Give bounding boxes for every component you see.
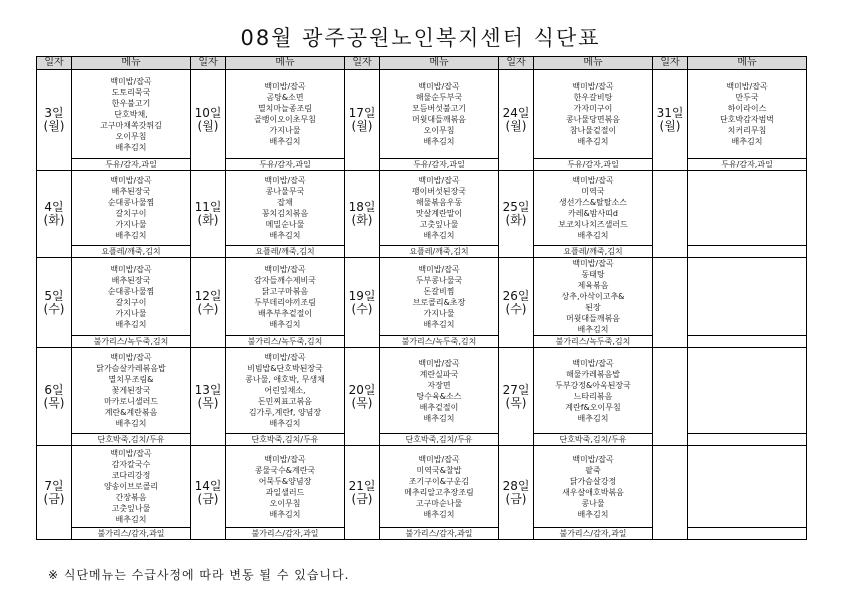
day-weekday: (목): [197, 395, 219, 410]
menu-cell: [72, 70, 191, 159]
menu-cell: [380, 70, 499, 159]
menu-item: 브로콜리&초장: [412, 297, 466, 307]
menu-item: 배추김치: [731, 137, 763, 146]
menu-item: 모듬버섯불고기: [411, 104, 467, 113]
menu-cell: [688, 171, 807, 246]
snack-cell: 두유/감자,과일: [226, 159, 345, 171]
menu-item: 돈갈비찜: [423, 286, 455, 296]
menu-item: 고춧잎나물: [111, 504, 151, 513]
menu-item: 백미밥/잡곡: [110, 76, 152, 86]
menu-item: 한우불고기: [111, 98, 151, 108]
menu-item: 배추김치: [269, 137, 301, 146]
header-menu: 메뉴: [226, 57, 345, 70]
menu-item: 맛살계란말이: [415, 209, 463, 218]
menu-item: 미역국: [581, 187, 605, 196]
menu-item: 동태탕: [581, 270, 605, 279]
menu-item: 한우갈비탕: [573, 93, 613, 102]
week-extra-row: [37, 336, 807, 348]
menu-item: 하이라이스: [727, 104, 767, 113]
menu-item: 백미밥/잡곡: [572, 454, 614, 464]
menu-item: 어린잎채소,: [264, 386, 306, 395]
day-date: 11일: [194, 200, 222, 214]
menu-cell: [226, 348, 345, 434]
snack-cell: [688, 434, 807, 446]
menu-item: 배추김치: [269, 231, 301, 240]
day-weekday: (목): [351, 395, 373, 410]
menu-item: 배추김치: [269, 419, 301, 428]
menu-item: 어묵두&양념장: [258, 476, 312, 486]
day-cell: [345, 258, 380, 348]
day-cell: [499, 171, 534, 258]
menu-cell: [534, 70, 653, 159]
menu-item: 갈치구이: [115, 297, 147, 307]
menu-item: 백미밥/잡곡: [572, 259, 614, 268]
menu-item: 배추김치: [115, 319, 147, 329]
snack-cell: 불가리스/감자,과일: [380, 528, 499, 540]
menu-item: 백미밥/잡곡: [264, 176, 306, 185]
day-date: 6일: [44, 382, 64, 397]
menu-item: 배추김치: [577, 231, 609, 240]
day-date: 4일: [44, 200, 64, 214]
menu-cell: [72, 446, 191, 528]
menu-item: 비빔밥&단호박된장국: [247, 364, 323, 373]
menu-cell: [688, 446, 807, 528]
menu-cell: [534, 258, 653, 336]
day-date: 18일: [348, 200, 376, 214]
menu-item: 배추김치: [269, 509, 301, 519]
day-weekday: (금): [197, 491, 219, 506]
footnote: ※ 식단메뉴는 수급사정에 따라 변동 될 수 있습니다.: [48, 568, 350, 582]
menu-item: 백미밥/잡곡: [418, 82, 460, 91]
snack-cell: 요플레/깨죽,김치: [72, 246, 191, 258]
menu-item: 치커리무침: [727, 126, 767, 135]
menu-item: 탕수육&소스: [416, 391, 462, 401]
snack-cell: 단호박죽,김치/두유: [534, 434, 653, 446]
menu-cell: [226, 171, 345, 246]
menu-cell: [380, 171, 499, 246]
menu-item: 백미밥/잡곡: [418, 264, 460, 274]
header-date: 일자: [345, 57, 380, 70]
day-cell: [653, 258, 688, 348]
menu-item: 오이무침: [269, 498, 301, 508]
menu-item: 고춧잎나물: [419, 220, 459, 229]
menu-item: 백미밥/잡곡: [110, 176, 152, 185]
menu-item: 백미밥/잡곡: [110, 264, 152, 274]
week-extra-row: [37, 159, 807, 171]
day-cell: [345, 171, 380, 258]
menu-item: 배추된장국: [111, 275, 151, 285]
menu-item: 도토리묵국: [111, 87, 151, 97]
header-menu: 메뉴: [534, 57, 653, 70]
menu-item: 골뱅이오이초무침: [254, 115, 316, 124]
day-cell: [499, 70, 534, 171]
menu-item: 백미밥/잡곡: [418, 454, 460, 464]
day-cell: [345, 446, 380, 540]
menu-cell: [226, 446, 345, 528]
menu-item: 해물카레볶음밥: [565, 369, 621, 379]
day-date: 28일: [502, 478, 530, 493]
menu-item: 오이무침: [423, 126, 455, 135]
day-weekday: (목): [505, 395, 527, 410]
week-row: [37, 171, 807, 246]
menu-cell: [688, 258, 807, 336]
menu-item: 순대콩나물찜: [107, 286, 155, 296]
menu-item: 간장볶음: [115, 493, 147, 502]
snack-cell: 불가리스/녹두죽,김치: [72, 336, 191, 348]
menu-item: 고구마순나물: [415, 498, 463, 508]
day-date: 19일: [348, 288, 376, 303]
menu-item: 두부강정&아욱된장국: [555, 380, 631, 390]
menu-item: 배추김치: [423, 231, 455, 240]
week-extra-row: [37, 528, 807, 540]
day-cell: [37, 446, 72, 540]
menu-item: 제육볶음: [577, 281, 609, 290]
snack-cell: 요플레/깨죽,김치: [534, 246, 653, 258]
week-extra-row: [37, 246, 807, 258]
day-cell: [345, 348, 380, 446]
menu-item: 배추김치: [115, 515, 147, 524]
day-date: 20일: [348, 382, 376, 397]
menu-item: 콩물국수&계란국: [254, 465, 316, 475]
day-cell: [37, 70, 72, 171]
snack-cell: 불가리스/감자,과일: [534, 528, 653, 540]
day-weekday: (화): [505, 213, 527, 227]
day-date: 21일: [348, 478, 376, 493]
menu-item: 배추김치: [423, 413, 455, 423]
menu-item: 가지나물: [115, 220, 147, 229]
menu-item: 콩나물당면볶음: [565, 115, 621, 124]
menu-item: 배추겉절이: [419, 402, 459, 412]
menu-item: 가지나물: [115, 308, 147, 318]
snack-cell: 불가리스/감자,과일: [72, 528, 191, 540]
menu-item: 백미밥/잡곡: [264, 454, 306, 464]
menu-cell: [534, 348, 653, 434]
day-cell: [653, 446, 688, 540]
header-menu: 메뉴: [380, 57, 499, 70]
menu-item: 단호박채,: [114, 109, 148, 119]
menu-item: 감자칼국수: [111, 460, 151, 469]
menu-item: 배추김치: [577, 413, 609, 423]
menu-item: 가지나물: [423, 308, 455, 318]
snack-cell: 요플레/깨죽,김치: [380, 246, 499, 258]
week-row: [37, 258, 807, 336]
header-row: [37, 57, 807, 70]
menu-item: 양송이브로콜리: [103, 482, 159, 491]
day-weekday: (금): [43, 491, 65, 506]
menu-item: 계란&계란볶음: [104, 408, 158, 417]
menu-item: 미역국&찰밥: [416, 465, 462, 475]
menu-body: [37, 70, 807, 540]
day-weekday: (수): [351, 301, 373, 316]
snack-cell: 두유/감자,과일: [534, 159, 653, 171]
snack-cell: 단호박죽,김치/두유: [380, 434, 499, 446]
day-cell: [191, 171, 226, 258]
menu-item: 두부콩나물국: [415, 275, 463, 285]
menu-item: 팥죽: [585, 465, 601, 475]
day-cell: [345, 70, 380, 171]
header-date: 일자: [653, 57, 688, 70]
menu-item: 머윗대들깨볶음: [565, 314, 621, 323]
menu-item: 닭가슴살강정: [569, 476, 617, 486]
menu-item: 배추김치: [577, 325, 609, 334]
menu-item: 배추김치: [115, 231, 147, 240]
menu-item: 메추리알고추장조림: [404, 487, 474, 497]
menu-item: 카레&밤사띠d: [568, 209, 618, 218]
menu-table: [36, 56, 807, 540]
menu-cell: [72, 258, 191, 336]
menu-item: 김가루,계란f, 양념장: [248, 408, 322, 417]
day-date: 31일: [656, 106, 684, 120]
menu-item: 배추김치: [269, 319, 301, 329]
menu-item: 배추김치: [115, 142, 147, 152]
menu-item: 백미밥/잡곡: [110, 449, 152, 458]
menu-item: 된장: [585, 303, 601, 312]
day-cell: [37, 258, 72, 348]
day-weekday: (수): [43, 301, 65, 316]
day-cell: [499, 446, 534, 540]
day-date: 26일: [502, 288, 530, 303]
day-cell: [37, 348, 72, 446]
menu-item: 백미밥/잡곡: [264, 264, 306, 274]
day-date: 27일: [502, 382, 530, 397]
menu-item: 해물순두부국: [415, 93, 463, 102]
menu-item: 감자들깨수제비국: [254, 275, 316, 285]
menu-item: 순대콩나물찜: [107, 198, 155, 207]
day-date: 3일: [44, 106, 64, 120]
day-date: 10일: [194, 106, 222, 120]
menu-cell: [226, 70, 345, 159]
header-date: 일자: [191, 57, 226, 70]
header-date: 일자: [499, 57, 534, 70]
snack-cell: 두유/감자,과일: [72, 159, 191, 171]
menu-item: 가자미구이: [573, 104, 613, 113]
menu-item: 배추김치: [577, 137, 609, 146]
menu-item: 배추김치: [423, 319, 455, 329]
menu-item: 배추김치: [115, 419, 147, 428]
menu-item: 돈민찌표고볶음: [257, 397, 313, 406]
menu-item: 계란실파국: [419, 369, 459, 379]
day-weekday: (화): [43, 213, 65, 227]
snack-cell: 불가리스/녹두죽,김치: [226, 336, 345, 348]
day-weekday: (수): [197, 301, 219, 316]
day-date: 17일: [348, 106, 376, 120]
snack-cell: 단호박죽,김치/두유: [72, 434, 191, 446]
menu-item: 백미밥/잡곡: [572, 82, 614, 91]
day-weekday: (화): [197, 213, 219, 227]
page-title: 08월 광주공원노인복지센터 식단표: [240, 26, 601, 50]
day-weekday: (금): [351, 491, 373, 506]
day-date: 5일: [44, 288, 64, 303]
menu-item: 백미밥/잡곡: [110, 353, 152, 362]
day-date: 24일: [502, 106, 530, 120]
day-weekday: (화): [351, 213, 373, 227]
menu-item: 콩나물: [581, 498, 605, 508]
menu-item: 백미밥/잡곡: [572, 358, 614, 368]
menu-item: 가지나물: [269, 126, 301, 135]
snack-cell: 불가리스/감자,과일: [226, 528, 345, 540]
snack-cell: 불가리스/녹두죽,김치: [380, 336, 499, 348]
menu-item: 조기구이&구운김: [408, 476, 470, 486]
menu-item: 코다리강정: [111, 471, 151, 480]
day-weekday: (월): [351, 119, 373, 133]
header-menu: 메뉴: [72, 57, 191, 70]
day-cell: [191, 348, 226, 446]
snack-cell: 불가리스/녹두죽,김치: [534, 336, 653, 348]
menu-item: 단호박감자범벅: [719, 115, 775, 124]
menu-item: 백미밥/잡곡: [264, 353, 306, 362]
week-row: [37, 70, 807, 159]
menu-item: 생선가스&탈탈소스: [558, 198, 628, 207]
menu-cell: [72, 348, 191, 434]
snack-cell: 두유/감자,과일: [380, 159, 499, 171]
menu-item: 참나물겉절이: [569, 126, 617, 135]
snack-cell: 요플레/깨죽,김치: [226, 246, 345, 258]
header-menu: 메뉴: [688, 57, 807, 70]
menu-item: 배추부추겉절이: [257, 308, 313, 318]
menu-item: 잡채: [277, 198, 293, 207]
menu-cell: [380, 348, 499, 434]
day-date: 14일: [194, 478, 222, 493]
snack-cell: 두유/감자,과일: [688, 159, 807, 171]
menu-item: 고구마채쏙갓튀김: [100, 120, 162, 130]
day-weekday: (목): [43, 395, 65, 410]
menu-item: 백미밥/잡곡: [418, 176, 460, 185]
day-weekday: (월): [659, 119, 681, 133]
menu-cell: [380, 446, 499, 528]
menu-item: 과일샐러드: [265, 487, 305, 497]
day-date: 13일: [194, 382, 222, 397]
header-date: 일자: [37, 57, 72, 70]
menu-item: 배추된장국: [111, 187, 151, 196]
day-cell: [653, 171, 688, 258]
menu-item: 콩나물, 애호박, 무생채: [245, 375, 325, 384]
week-row: [37, 348, 807, 434]
day-weekday: (월): [197, 119, 219, 133]
day-date: 7일: [44, 478, 64, 493]
day-cell: [37, 171, 72, 258]
menu-cell: [688, 70, 807, 159]
menu-item: 새우살애호박볶음: [562, 487, 624, 497]
menu-item: 꽁치김치볶음: [261, 209, 309, 218]
menu-item: 멸치마늘종조림: [257, 104, 313, 113]
week-row: [37, 446, 807, 528]
menu-cell: [534, 171, 653, 246]
day-cell: [499, 348, 534, 446]
menu-item: 꽃게된장국: [111, 386, 151, 395]
menu-cell: [688, 348, 807, 434]
menu-item: 계란f&오이무침: [565, 402, 621, 412]
menu-cell: [534, 446, 653, 528]
menu-item: 콩나물무국: [265, 187, 305, 196]
menu-cell: [380, 258, 499, 336]
day-weekday: (수): [505, 301, 527, 316]
menu-item: 마카로니샐러드: [103, 397, 159, 406]
menu-item: 멸치무조림&: [108, 375, 154, 384]
day-date: 25일: [502, 200, 530, 214]
day-weekday: (월): [43, 119, 65, 133]
menu-item: 상추,아삭이고추&: [561, 292, 625, 301]
menu-cell: [226, 258, 345, 336]
day-date: 12일: [194, 288, 222, 303]
week-extra-row: [37, 434, 807, 446]
menu-item: 해물볶음우동: [415, 198, 463, 207]
day-cell: [499, 258, 534, 348]
day-cell: [653, 70, 688, 171]
menu-item: 배추김치: [423, 509, 455, 519]
menu-item: 배추김치: [577, 509, 609, 519]
menu-item: 자장면: [427, 380, 451, 390]
day-weekday: (금): [505, 491, 527, 506]
day-cell: [191, 70, 226, 171]
menu-item: 느타리볶음: [573, 391, 613, 401]
menu-item: 닭가슴살카레볶음밥: [96, 364, 166, 373]
menu-item: 메밀순나물: [265, 220, 305, 229]
menu-item: 백미밥/잡곡: [264, 82, 306, 91]
menu-item: 백미밥/잡곡: [572, 176, 614, 185]
snack-cell: 단호박죽,김치/두유: [226, 434, 345, 446]
menu-item: 오이무침: [115, 131, 147, 141]
day-cell: [191, 446, 226, 540]
menu-cell: [72, 171, 191, 246]
menu-item: 백미밥/잡곡: [726, 82, 768, 91]
menu-item: 보코치나치즈샐러드: [558, 220, 628, 229]
menu-item: 곰탕&소면: [266, 93, 304, 102]
menu-item: 닭고구마볶음: [261, 286, 309, 296]
snack-cell: [688, 246, 807, 258]
menu-item: 머윗대들깨볶음: [411, 115, 467, 124]
day-cell: [653, 348, 688, 446]
menu-item: 두부데리야끼조림: [254, 297, 316, 307]
menu-item: 갈치구이: [115, 209, 147, 218]
snack-cell: [688, 528, 807, 540]
menu-item: 백미밥/잡곡: [418, 358, 460, 368]
menu-item: 배추김치: [423, 137, 455, 146]
day-weekday: (월): [505, 119, 527, 133]
menu-item: 만두국: [735, 93, 759, 102]
snack-cell: [688, 336, 807, 348]
menu-item: 팽이버섯된장국: [411, 187, 467, 196]
day-cell: [191, 258, 226, 348]
